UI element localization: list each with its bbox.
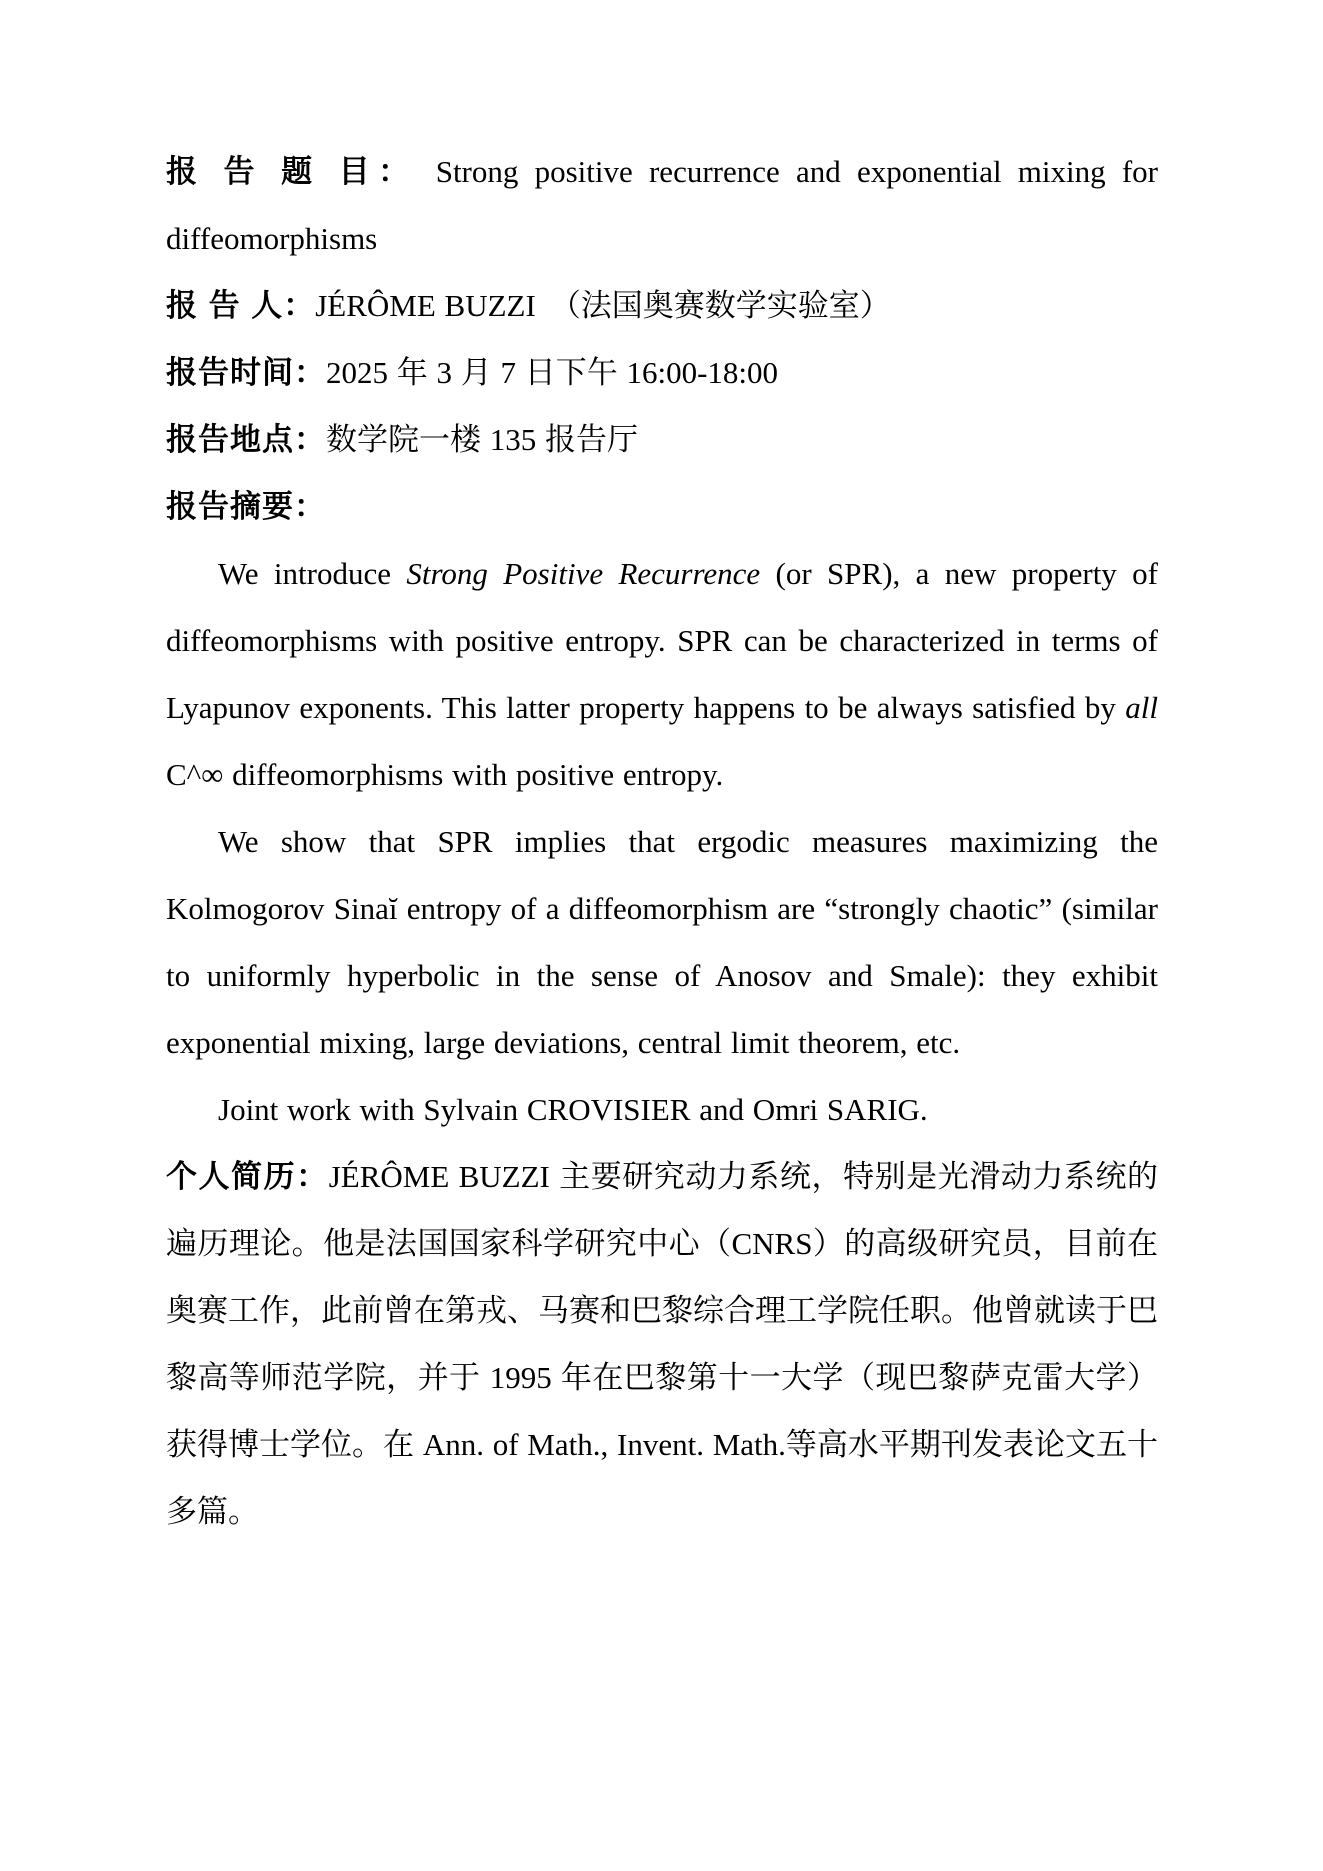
venue-label: 报告地点：: [166, 422, 326, 457]
abstract-p1-seg3: (or SPR), a new property of diffeomorphisms with positive entropy. SPR can be characterized in terms of Lyapunov exponents. This latter property happens to be always satisfied by: [166, 556, 1158, 725]
title-value: Strong positive recurrence and exponential mixing for diffeomorphisms: [166, 154, 1158, 256]
speaker-label: 报 告 人：: [166, 288, 316, 323]
venue-value: 数学院一楼 135 报告厅: [326, 422, 638, 457]
field-time: [166, 339, 1158, 406]
bio-text: JÉRÔME BUZZI 主要研究动力系统，特别是光滑动力系统的遍历理论。他是法国国家科学研究中心（CNRS）的高级研究员，目前在奥赛工作，此前曾在第戎、马赛和巴黎综合理工学院任职。他曾就读于巴黎高等师范学院，并于 1995 年在巴黎第十一大学（现巴黎萨克雷大学）获得博士学位。在 Ann. of Math., Invent. Math.等高水平期刊发表论文五十多篇。: [166, 1159, 1158, 1529]
abstract-paragraph-1: [166, 540, 1158, 808]
field-abstract-heading: [166, 473, 1158, 540]
speaker-affiliation: （法国奥赛数学实验室）: [549, 288, 891, 323]
field-venue: [166, 406, 1158, 473]
field-title: [166, 138, 1158, 272]
abstract-paragraph-3: Joint work with Sylvain CROVISIER and Omri SARIG.: [218, 1092, 928, 1127]
time-label: 报告时间：: [166, 355, 326, 390]
time-value: 2025 年 3 月 7 日下午 16:00-18:00: [326, 355, 779, 390]
abstract-p1-seg5: C^∞ diffeomorphisms with positive entropy.: [166, 757, 724, 792]
abstract-label: 报告摘要：: [166, 489, 326, 524]
title-label: 报 告 题 目：: [166, 154, 436, 189]
abstract-p1-italic-phrase: Strong Positive Recurrence: [406, 556, 761, 591]
abstract-p1-seg1: We introduce: [218, 556, 407, 591]
document-content: [166, 138, 1158, 1545]
bio-label: 个人简历：: [166, 1159, 329, 1194]
speaker-name: JÉRÔME BUZZI: [315, 288, 536, 323]
abstract-p1-italic-all: all: [1125, 690, 1158, 725]
abstract-paragraph-2: We show that SPR implies that ergodic measures maximizing the Kolmogorov Sinaĭ entropy of a diffeomorphism are “strongly chaotic” (similar to uniformly hyperbolic in the sense of Anosov and Smale): they exhibit exponential mixing, large deviations, central limit theorem, etc.: [166, 824, 1158, 1060]
field-speaker: [166, 272, 1158, 339]
bio-paragraph: [166, 1143, 1158, 1545]
